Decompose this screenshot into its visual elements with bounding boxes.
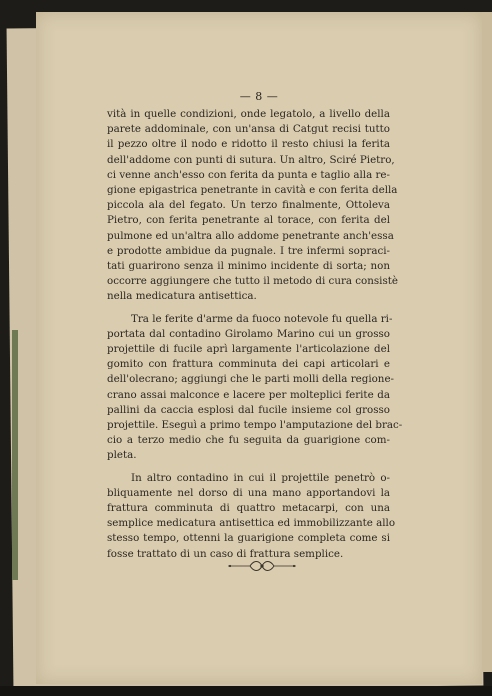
text-line: cio a terzo medio che fu seguita da guarigione com- <box>107 434 390 447</box>
text-line: pleta. <box>107 449 137 462</box>
binding-edge <box>12 330 18 580</box>
paragraph-gap <box>107 464 390 471</box>
decorative-flourish-icon <box>226 557 298 575</box>
page-body-text <box>107 107 403 562</box>
text-line: frattura comminuta di quattro metacarpi, con una <box>107 502 390 515</box>
text-line: e prodotte ambidue da pugnale. I tre infermi sopraci- <box>107 244 390 257</box>
text-line: Pietro, con ferita penetrante al torace, con ferita del <box>107 214 390 227</box>
paragraph-1 <box>107 107 398 305</box>
text-line: dell'addome con punti di sutura. Un altro, Sciré Pietro, <box>107 153 395 166</box>
text-line: vità in quelle condizioni, onde legatolo, a livello della <box>107 108 390 120</box>
text-line: projettile. Eseguì a primo tempo l'amputazione del brac- <box>107 419 403 432</box>
text-line: piccola ala del fegato. Un terzo finalmente, Ottoleva <box>107 199 390 212</box>
text-line: gione epigastrica penetrante in cavità e con ferita della <box>107 184 398 197</box>
text-line: gomito con frattura comminuta dei capi articolari e <box>107 358 390 371</box>
text-line: portata dal contadino Girolamo Marino cui un grosso <box>107 327 390 340</box>
text-line: ci venne anch'esso con ferita da punta e taglio alla re- <box>107 168 390 181</box>
text-line: bliquamente nel dorso di una mano apportandovi la <box>107 486 390 499</box>
text-line: fosse trattato di un caso di frattura semplice. <box>107 547 344 560</box>
paragraph-2 <box>107 312 403 464</box>
text-line: dell'olecrano; aggiungi che le parti molli della regione- <box>107 373 395 386</box>
text-line: parete addominale, con un'ansa di Catgut recisi tutto <box>107 123 390 136</box>
text-line: Tra le ferite d'arme da fuoco notevole fu quella ri- <box>131 312 393 325</box>
text-line: pallini da caccia esplosi dal fucile insieme col grosso <box>107 403 390 416</box>
paragraph-gap <box>107 305 390 312</box>
page-number: — 8 — <box>239 90 279 103</box>
text-line: tati guarirono senza il minimo incidente di sorta; non <box>107 260 390 273</box>
paragraph-3 <box>107 471 396 562</box>
adjacent-page-edge <box>482 12 492 672</box>
text-line: il pezzo oltre il nodo e ridotto il resto chiusi la ferita <box>107 138 390 151</box>
text-line: occorre aggiungere che tutto il metodo di cura consistè <box>107 275 398 288</box>
text-line: pulmone ed un'altra allo addome penetrante anch'essa <box>107 229 394 242</box>
text-line: In altro contadino in cui il projettile penetrò o- <box>131 471 390 484</box>
scan-bottom-edge <box>0 686 492 696</box>
text-line: projettile di fucile aprì largamente l'articolazione del <box>107 343 390 356</box>
text-line: nella medicatura antisettica. <box>107 290 257 303</box>
text-line: crano assai malconce e lacere per molteplici ferite da <box>107 388 390 401</box>
text-line: semplice medicatura antisettica ed immobilizzante allo <box>107 517 396 530</box>
text-line: stesso tempo, ottenni la guarigione completa come si <box>107 532 390 545</box>
